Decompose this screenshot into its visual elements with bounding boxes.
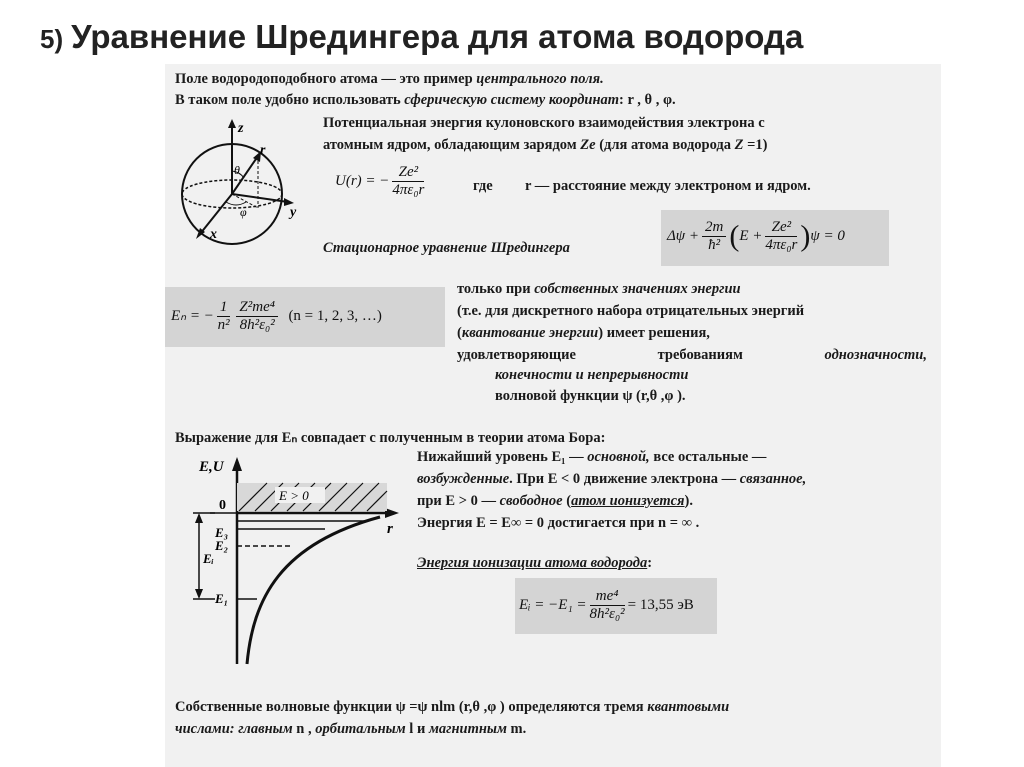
energy-levels-formula: Eₙ = − $\frac{1}{\text{n²}}$ $\frac{\text{Z²me⁴}}{\text{8h²ε₀²}}$ (n = 1, 2, 3, …) [171, 299, 382, 333]
spherical-coordinates-diagram [170, 116, 310, 246]
free-line: при E > 0 — свободное (атом ионизуется). [417, 493, 693, 509]
text-line-4: атомным ядром, обладающим зарядом Ze (для атома водорода Z =1) [323, 137, 768, 153]
excited-line: возбужденные. При E < 0 движение электрона — связанное, [417, 471, 807, 487]
where-label: где [473, 178, 493, 194]
quantization-line: (квантование энергии) имеет решения, [457, 325, 710, 341]
energy-level-diagram [175, 449, 410, 667]
bohr-line: Выражение для Eₙ совпадает с полученным в теории атома Бора: [175, 430, 606, 446]
infinity-line: Энергия E = E∞ = 0 достигается при n = ∞ . [417, 515, 700, 531]
schrodinger-formula: Δψ + $\frac{2m}{\text{ħ²}}$ (E + $\frac{\text{Ze²}}{\text{4πε₀r}}$ )ψ = 0 [667, 219, 845, 253]
potential-formula: U(r) = − $\frac{\text{Ze²}}{\text{4πε₀r}}$ [335, 164, 425, 198]
axis-x-label: x [210, 227, 217, 242]
level-e2-label: E₂ [215, 538, 229, 553]
axis-y-label: y [290, 205, 297, 220]
zero-level-label: 0 [219, 498, 226, 513]
stationary-label: Стационарное уравнение Шредингера [323, 240, 570, 256]
ionization-formula-box [515, 578, 717, 634]
satisfy-line: удовлетворяющие требованиям однозначности, [457, 347, 927, 363]
schrodinger-formula-box [661, 210, 889, 266]
text-line-2: В таком поле удобно использовать сферическую систему координат: r , θ , φ. [175, 92, 676, 108]
eigenfunction-line-1: Собственные волновые функции ψ =ψ nlm (r,θ ,φ ) определяются тремя квантовыми [175, 699, 730, 715]
slide-heading: Уравнение Шредингера для атома водорода [71, 18, 804, 55]
slide-number: 5) [40, 24, 64, 54]
ionization-formula: Eᵢ = −E₁ = $\frac{\text{me⁴}}{\text{8h²ε₀²}}$ = 13,55 эВ [519, 588, 694, 622]
theta-label: θ [234, 163, 240, 177]
axis-z-label: z [238, 121, 244, 136]
axis-r-label: r [387, 521, 393, 537]
ionization-span-label: Eᵢ [203, 551, 214, 566]
discrete-line: (т.е. для дискретного набора отрицательных энергий [457, 303, 805, 319]
energy-formula-box [165, 287, 445, 347]
level-e1-label: E₁ [215, 591, 229, 606]
level-e3-label: E₃ [215, 525, 229, 540]
text-line-1: Поле водородоподобного атома — это пример центрального поля. [175, 71, 604, 87]
eigenfunction-line-2: числами: главным n , орбитальным l и магнитным m. [175, 721, 527, 737]
r-definition: r — расстояние между электроном и ядром. [525, 178, 811, 194]
continuity-line: конечности и непрерывности [495, 367, 689, 383]
positive-energy-label: E > 0 [279, 488, 309, 503]
wavefunction-line: волновой функции ψ (r,θ ,φ ). [495, 388, 686, 404]
ionization-heading: Энергия ионизации атома водорода: [417, 555, 653, 571]
slide-title [40, 18, 803, 56]
only-line: только при собственных значениях энергии [457, 281, 741, 297]
phi-label: φ [240, 205, 247, 219]
text-line-3: Потенциальная энергия кулоновского взаимодействия электрона с [323, 115, 765, 131]
lowest-level-line: Нижайший уровень E₁ — основной, все остальные — [417, 449, 767, 465]
axis-energy-label: E,U [199, 459, 224, 475]
radius-label: r [260, 143, 266, 158]
scanned-sheet [165, 64, 941, 767]
